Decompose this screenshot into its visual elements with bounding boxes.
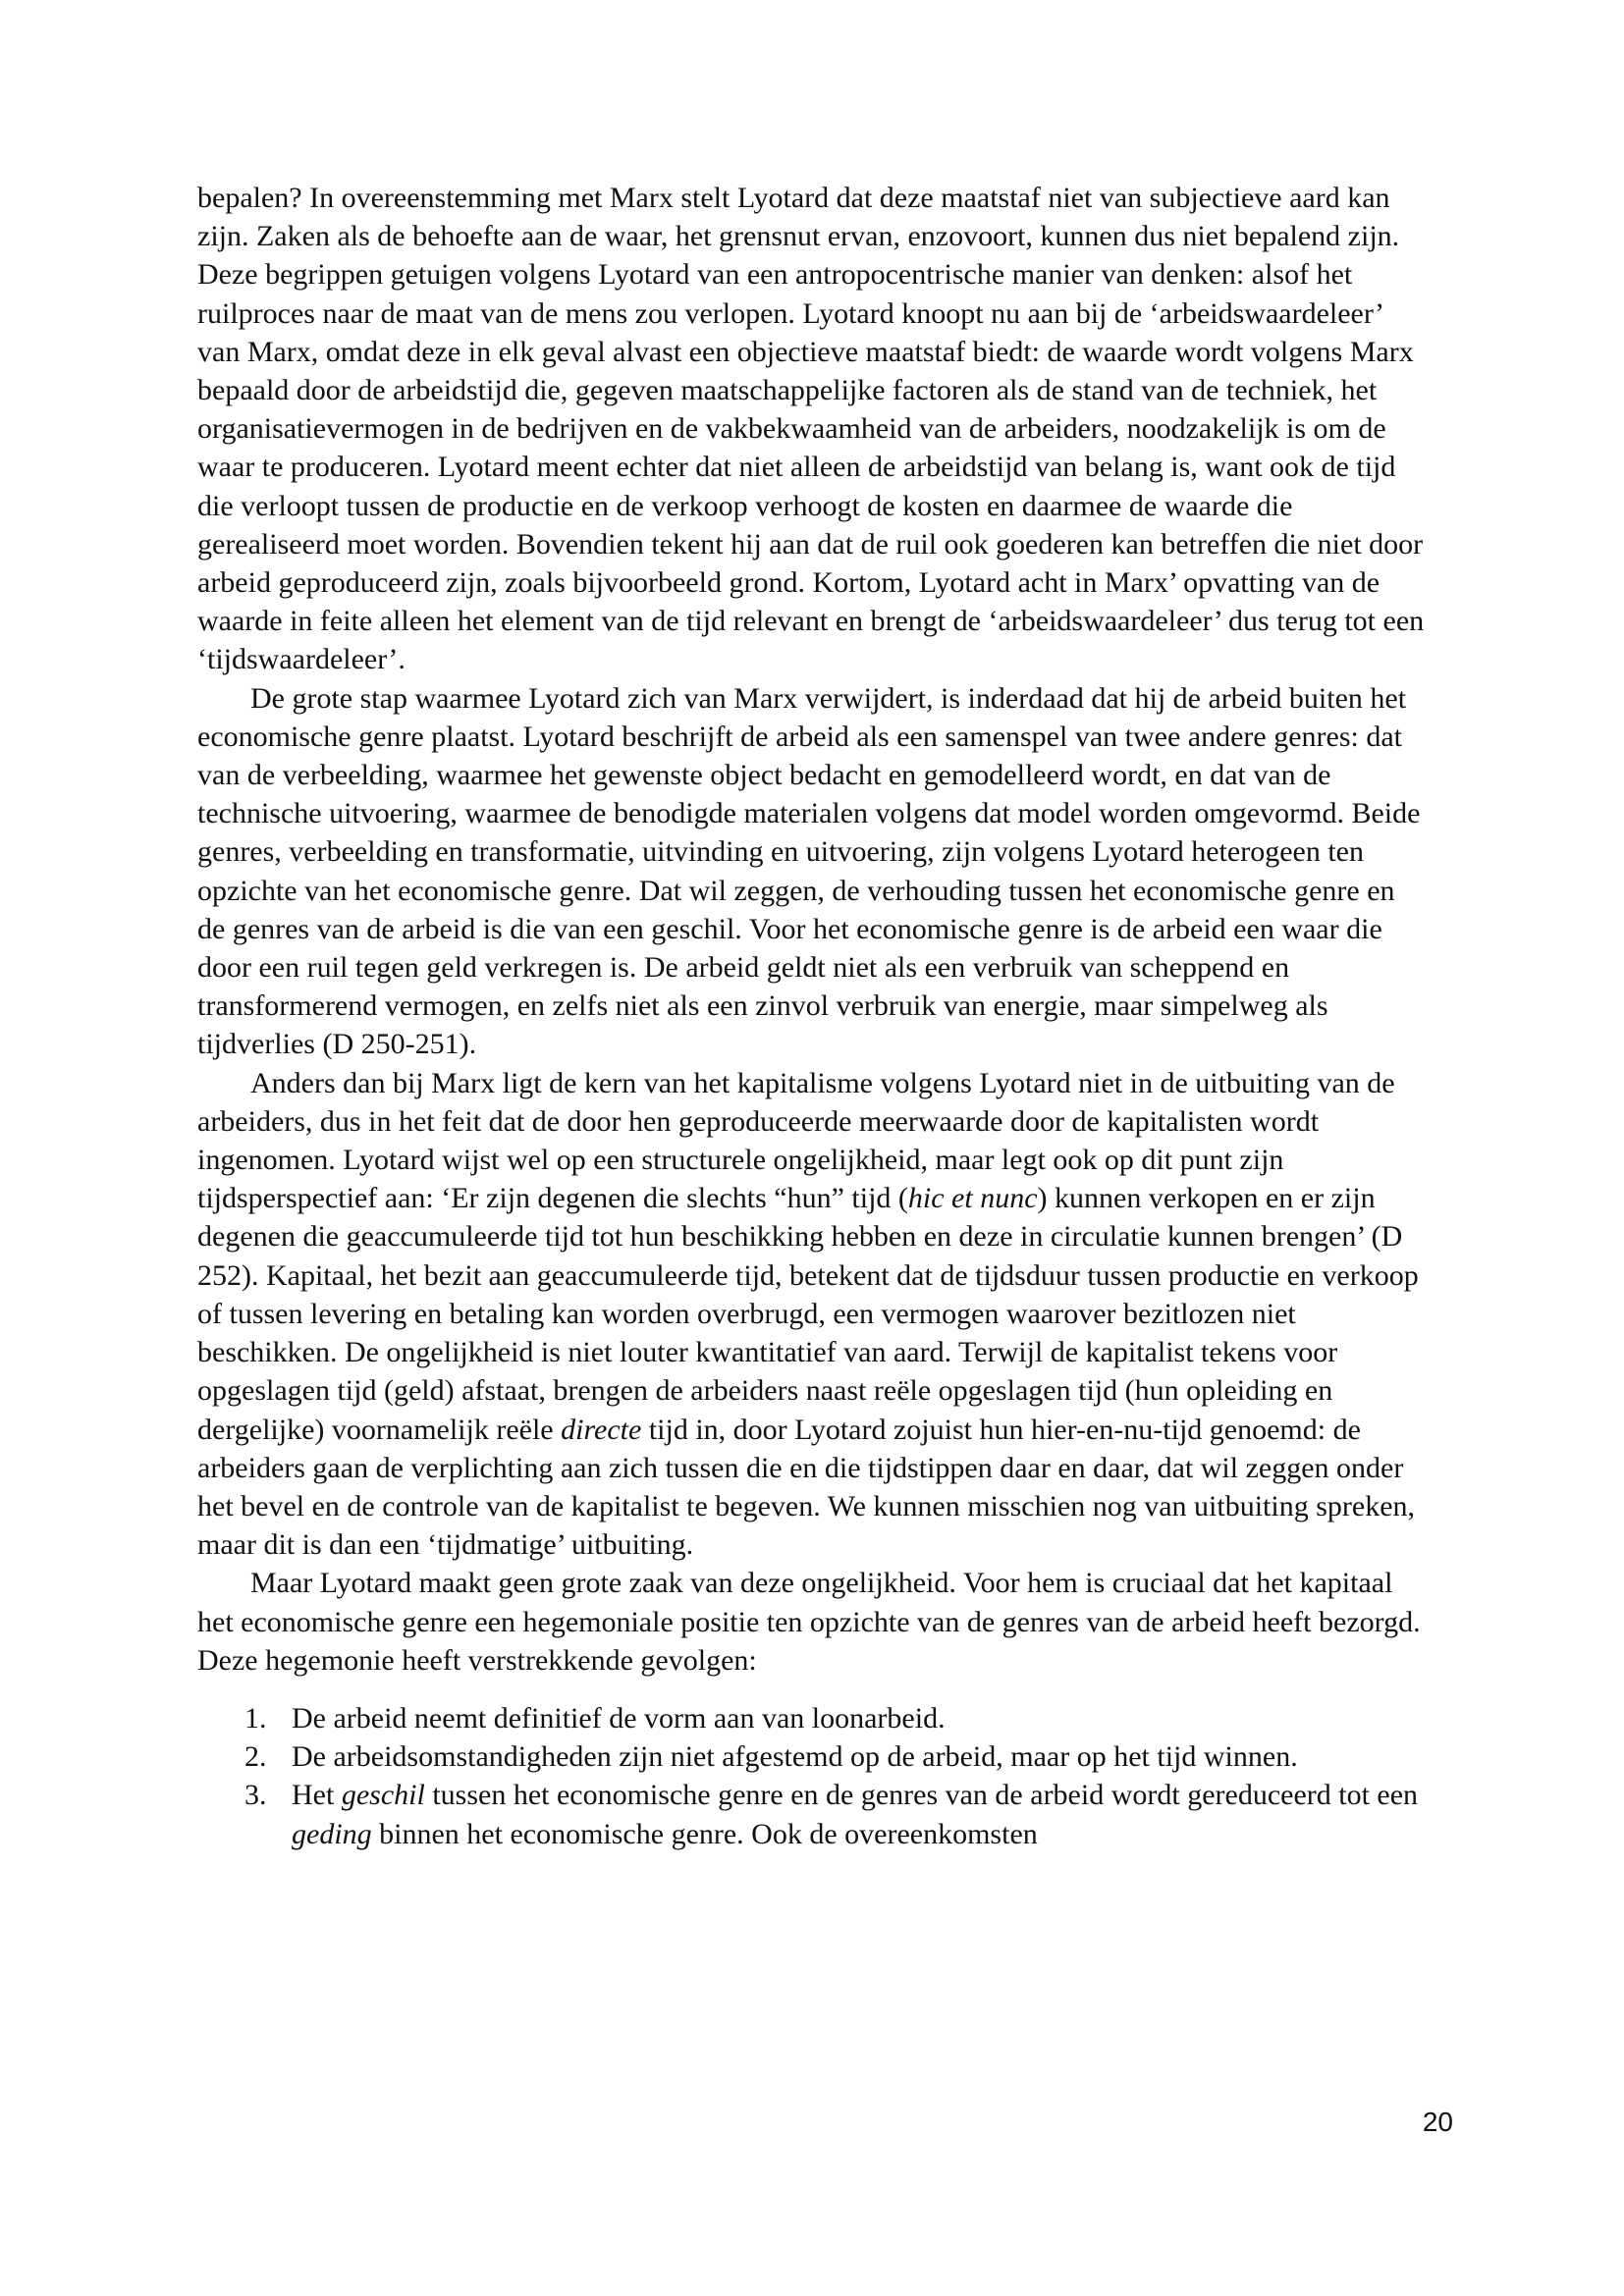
italic-text-run: geschil [341, 1779, 425, 1812]
text-run: tijd in, door Lyotard zojuist hun hier-en-nu-tijd genoemd: de arbeiders gaan de verplichting aan zich tussen die en die tijdstippen daar en daar, dat wil zeggen onder het bevel en de controle van de kapitalist te begeven. We kunnen misschien nog van uitbuiting spreken, maar dit is dan een ‘tijdmatige’ uitbuiting. [197, 1413, 1416, 1562]
text-run: Maar Lyotard maakt geen grote zaak van deze ongelijkheid. Voor hem is cruciaal dat het kapitaal het economische genre een hegemoniale positie ten opzichte van de genres van de arbeid heeft bezorgd. Deze hegemonie heeft verstrekkende gevolgen: [197, 1567, 1421, 1677]
text-run: ) kunnen verkopen en er zijn degenen die geaccumuleerde tijd tot hun beschikking hebben en deze in circulatie kunnen brengen’ (D 252). Kapitaal, het bezit aan geaccumuleerde tijd, betekent dat de tijdsduur tussen productie en verkoop of tussen levering en betaling kan worden overbrugd, een vermogen waarover bezitlozen niet beschikken. De ongelijkheid is niet louter kwantitatief van aard. Terwijl de kapitalist tekens voor opgeslagen tijd (geld) afstaat, brengen de arbeiders naast reële opgeslagen tijd (hun opleiding en dergelijke) voornamelijk reële [197, 1182, 1419, 1446]
italic-text-run: geding [292, 1817, 372, 1850]
text-run: binnen het economische genre. Ook de overeenkomsten [371, 1817, 1038, 1850]
list-number: 2. [244, 1740, 267, 1774]
list-number: 3. [244, 1779, 267, 1812]
list-item [197, 1776, 1425, 1852]
text-run: De grote stap waarmee Lyotard zich van Marx verwijdert, is inderdaad dat hij de arbeid buiten het economische genre plaatst. Lyotard beschrijft de arbeid als een samenspel van twee andere genres: dat van de verbeelding, waarmee het gewenste object bedacht en gemodelleerd wordt, en dat van de technische uitvoering, waarmee de benodigde materialen volgens dat model worden omgevormd. Beide genres, verbeelding en transformatie, uitvinding en uitvoering, zijn volgens Lyotard heterogeen ten opzichte van het economische genre. Dat wil zeggen, de verhouding tussen het economische genre en de genres van de arbeid is die van een geschil. Voor het economische genre is de arbeid een waar die door een ruil tegen geld verkregen is. De arbeid geldt niet als een verbruik van scheppend en transformerend vermogen, en zelfs niet als een zinvol verbruik van energie, maar simpelweg als tijdverlies (D 250-251). [197, 681, 1421, 1061]
numbered-list [197, 1699, 1425, 1853]
text-run: Het [292, 1779, 342, 1812]
body-text [197, 179, 1425, 1853]
list-number: 1. [244, 1701, 267, 1735]
paragraph-2 [197, 679, 1425, 1064]
italic-text-run: directe [561, 1413, 642, 1446]
text-run: bepalen? In overeenstemming met Marx stelt Lyotard dat deze maatstaf niet van subjectieve aard kan zijn. Zaken als de behoefte aan de waar, het grensnut ervan, enzovoort, kunnen dus niet bepalend zijn. Deze begrippen getuigen volgens Lyotard van een antropocentrische manier van denken: alsof het ruilproces naar de maat van de mens zou verlopen. Lyotard knoopt nu aan bij de ‘arbeidswaardeleer’ van Marx, omdat deze in elk geval alvast een objectieve maatstaf biedt: de waarde wordt volgens Marx bepaald door de arbeidstijd die, gegeven maatschappelijke factoren als de stand van de techniek, het organisatievermogen in de bedrijven en de vakbekwaamheid van de arbeiders, noodzakelijk is om de waar te produceren. Lyotard meent echter dat niet alleen de arbeidstijd van belang is, want ook de tijd die verloopt tussen de productie en de verkoop verhoogt de kosten en daarmee de waarde die gerealiseerd moet worden. Bovendien tekent hij aan dat de ruil ook goederen kan betreffen die niet door arbeid geproduceerd zijn, zoals bijvoorbeeld grond. Kortom, Lyotard acht in Marx’ opvatting van de waarde in feite alleen het element van de tijd relevant en brengt de ‘arbeidswaardeleer’ dus terug tot een ‘tijdswaardeleer’. [197, 182, 1425, 676]
paragraph-3 [197, 1064, 1425, 1565]
list-item [197, 1699, 1425, 1737]
paragraph-4 [197, 1564, 1425, 1680]
page-number: 20 [1422, 2107, 1453, 2137]
text-run: De arbeidsomstandigheden zijn niet afgestemd op de arbeid, maar op het tijd winnen. [292, 1740, 1298, 1774]
text-run: De arbeid neemt definitief de vorm aan van loonarbeid. [292, 1701, 946, 1735]
paragraph-1 [197, 179, 1425, 679]
list-item [197, 1737, 1425, 1776]
text-run: Anders dan bij Marx ligt de kern van het kapitalisme volgens Lyotard niet in de uitbuiting van de arbeiders, dus in het feit dat de door hen geproduceerde meerwaarde door de kapitalisten wordt ingenomen. Lyotard wijst wel op een structurele ongelijkheid, maar legt ook op dit punt zijn tijdsperspectief aan: ‘Er zijn degenen die slechts “hun” tijd ( [197, 1066, 1395, 1215]
text-run: tussen het economische genre en de genres van de arbeid wordt gereduceerd tot een [424, 1779, 1419, 1812]
italic-text-run: hic et nunc [907, 1182, 1038, 1215]
